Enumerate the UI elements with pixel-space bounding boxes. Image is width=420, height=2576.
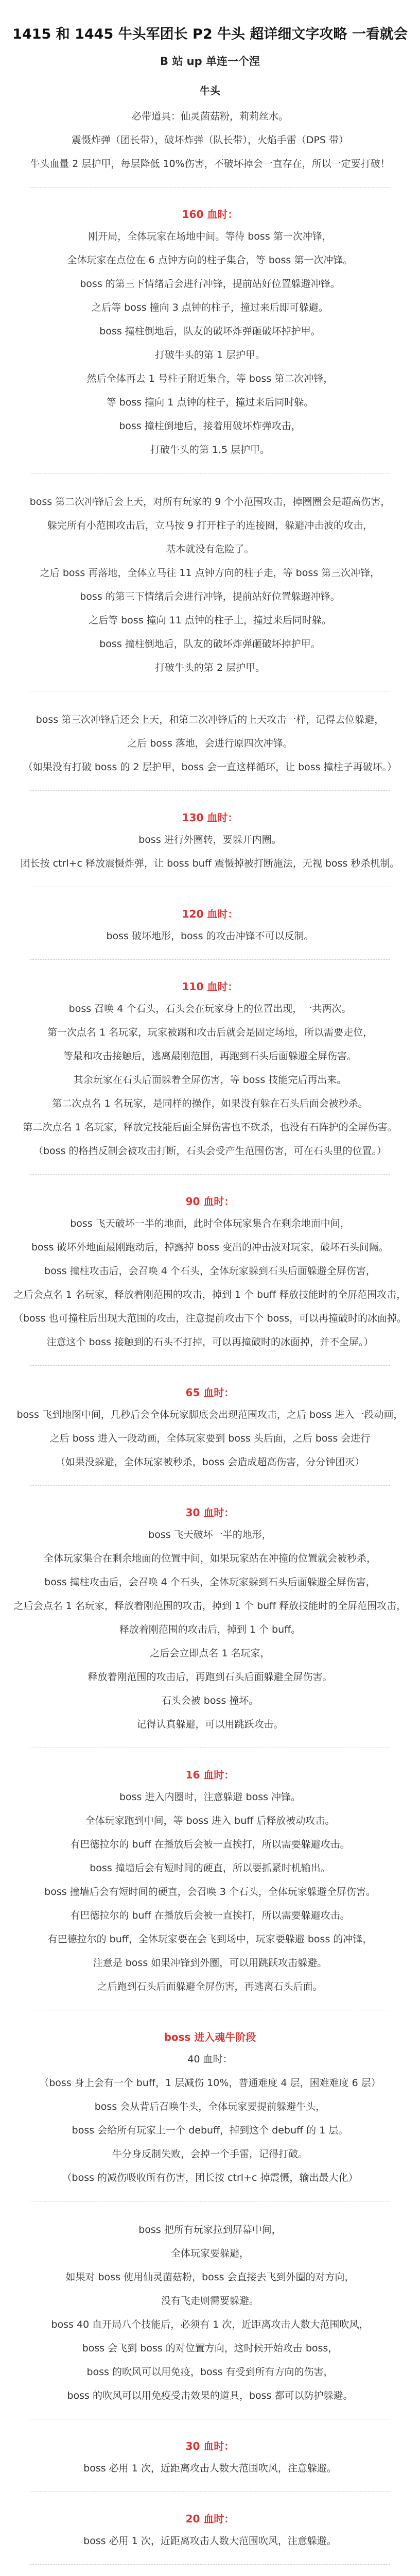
intro-line: 牛头血量 2 层护甲，每层降低 10%伤害，不破坏掉会一直存在，所以一定要打破！ xyxy=(30,158,390,170)
guide-section xyxy=(0,1382,420,1474)
guide-section xyxy=(0,2218,420,2408)
section-line: 刚开局，全体玩家在场地中间。等待 boss 第一次冲锋， xyxy=(88,231,332,242)
section-body xyxy=(0,225,420,462)
section-line: （boss 也可撞柱后出现大范围的攻击，注意提前攻击下个 boss，可以再撞破时的冰面掉。 xyxy=(13,1313,407,1324)
intro-block xyxy=(0,105,420,176)
guide-section xyxy=(0,976,420,1163)
section-line: 释放着刚范围的攻击后，掉到 1 个 buff。 xyxy=(119,1624,301,1635)
section-line: 之后会立即点名 1 名玩家， xyxy=(150,1648,270,1659)
section-line: boss 撞墙后会有短时间的硬直，所以要抓紧时机输出。 xyxy=(90,1862,330,1874)
section-line: boss 必用 1 次，近距离攻击人数大范围吹风，注意躲避。 xyxy=(83,2463,337,2474)
section-body xyxy=(0,708,420,779)
section-line: 基本就没有危险了。 xyxy=(166,544,254,555)
section-line: 打破牛头的第 1 层护甲。 xyxy=(154,349,266,361)
section-line: （boss 身上会有一个 buff，1 层减伤 10%，普通难度 4 层，困难难度 6 层） xyxy=(39,2077,381,2089)
divider xyxy=(30,187,390,188)
guide-section xyxy=(0,204,420,462)
section-line: boss 把所有玩家拉到屏幕中间， xyxy=(138,2224,282,2235)
section-line: 之后 boss 再落地，全体立马往 11 点钟方向的柱子走，等 boss 第三次冲锋， xyxy=(40,567,380,579)
section-body xyxy=(0,924,420,948)
section-heading: 130 血时： xyxy=(182,811,238,824)
section-line: 之后等 boss 撞向 3 点钟的柱子，撞过来后即可躲避。 xyxy=(92,302,328,313)
author-credit: B 站 up 单连一个涅 xyxy=(160,55,260,67)
section-body xyxy=(0,997,420,1163)
section-line: 团长按 ctrl+c 释放震慑炸弹，让 boss buff 震慑掉被打断施法，无视 boss 秒杀机制。 xyxy=(20,858,400,869)
section-body xyxy=(0,1212,420,1354)
section-line: 石头会被 boss 撞坏。 xyxy=(161,1695,259,1706)
section-line: 躲完所有小范围攻击后，立马按 9 打开柱子的连接圈，躲避冲击波的攻击， xyxy=(47,520,373,531)
section-line: 有巴德拉尔的 buff，全体玩家要在会飞到场中，玩家要躲避 boss 的冲锋， xyxy=(47,1934,373,1945)
guide-section xyxy=(0,807,420,875)
section-line: boss 破坏外地面最刚跑动后，掉露掉 boss 变出的冲击波对玩家，破坏石头间隔。 xyxy=(31,1242,389,1253)
section-line: 牛分身反制失败，会掉一个手雷，记得打破。 xyxy=(112,2148,308,2160)
section-heading: 65 血时： xyxy=(185,1386,235,1399)
divider xyxy=(30,1174,390,1175)
section-line: boss 的吹风可以用免疫受击效果的道具，boss 都可以防护躲避。 xyxy=(67,2390,353,2401)
guide-section xyxy=(0,2027,420,2190)
section-line: 如果对 boss 使用仙灵菌菇粉，boss 会直接去飞到外圈的对方向， xyxy=(65,2272,355,2283)
guide-title: 1415 和 1445 牛头军团长 P2 牛头 超详细文字攻略 一看就会 xyxy=(12,26,408,42)
section-line: 第二次点名 1 名玩家，释放完技能后面全屏伤害也不砍杀，也没有石阵护的全屏伤害。 xyxy=(23,1122,397,1133)
section-line: boss 撞柱倒地后，队友的破坏炸弹砸破坏掉护甲。 xyxy=(99,638,321,650)
header xyxy=(0,0,420,97)
section-heading: 16 血时： xyxy=(185,1769,235,1781)
section-body xyxy=(0,828,420,875)
section-line: boss 撞柱倒地后，接着用破坏炸弹攻击， xyxy=(119,420,301,432)
guide-section xyxy=(0,1765,420,1998)
section-heading: 30 血时： xyxy=(185,2440,235,2452)
guide-section xyxy=(0,904,420,948)
section-line: 打破牛头的第 1.5 层护甲。 xyxy=(150,444,270,455)
section-line: 第一次点名 1 名玩家，玩家被踢和攻击后就会是固定场地，所以需要走位， xyxy=(47,1027,373,1038)
section-heading: boss 进入魂牛阶段 xyxy=(164,2031,256,2043)
section-line: 有巴德拉尔的 buff 在播放后会被一直挨打，所以需要躲避攻击。 xyxy=(70,1839,350,1850)
section-line: 全体玩家跑到中间，等 boss 进入 buff 后释放被动攻击。 xyxy=(85,1815,335,1826)
section-line: boss 的第三下情绪后会进行冲锋，提前站好位置躲避冲锋。 xyxy=(80,278,340,290)
section-body xyxy=(0,2047,420,2190)
section-heading: 110 血时： xyxy=(182,980,238,993)
boss-name: 牛头 xyxy=(200,84,220,97)
section-body xyxy=(0,490,420,680)
section-line: 打破牛头的第 2 层护甲。 xyxy=(154,662,266,673)
section-line: boss 第二次冲锋后会上天，对所有玩家的 9 个小范围攻击，掉圈圈会是超高伤害， xyxy=(29,496,391,507)
section-line: 之后会点名 1 名玩家，释放着刚范围的攻击，掉到 1 个 buff 释放技能时的全屏范围攻击， xyxy=(13,1289,407,1300)
section-line: boss 召唤 4 个石头，石头会在玩家身上的位置出现，一共两次。 xyxy=(68,1003,352,1014)
divider xyxy=(30,790,390,791)
section-line: 之后 boss 进入一段动画，全体玩家要到 boss 头后面，之后 boss 会进行 xyxy=(49,1433,371,1444)
section-line: boss 第三次冲锋后还会上天，和第二次冲锋后的上天攻击一样，记得去位躲避， xyxy=(36,714,384,725)
section-line: 释放着刚范围的攻击后，再跑到石头后面躲避全屏伤害。 xyxy=(87,1671,332,1683)
section-line: 没有飞走则需要躲避。 xyxy=(161,2295,259,2307)
section-line: 全体玩家在点位在 6 点钟方向的柱子集合，等 boss 第一次冲锋。 xyxy=(67,255,353,266)
section-heading: 90 血时： xyxy=(185,1195,235,1208)
section-line: 之后跑到石头后面躲避全屏伤害，再逃离石头后面。 xyxy=(97,1981,323,1992)
section-line: boss 会飞到 boss 的对位置方向，这时候开始攻击 boss， xyxy=(82,2343,338,2354)
intro-line: 必带道具：仙灵菌菇粉，莉莉丝水。 xyxy=(131,111,288,122)
section-line: 然后全体再去 1 号柱子附近集合，等 boss 第二次冲锋， xyxy=(86,373,334,384)
section-line: boss 撞柱倒地后，队友的破坏炸弹砸破坏掉护甲。 xyxy=(99,326,321,337)
divider xyxy=(30,2564,390,2565)
section-line: （boss 的格挡反制会被攻击打断，石头会受产生范围伤害，可在石头里的位置。） xyxy=(33,1145,387,1157)
section-body xyxy=(0,2456,420,2480)
section-line: boss 的吹风可以用免疫，boss 有受到所有方向的伤害， xyxy=(86,2366,334,2378)
section-heading: 120 血时： xyxy=(182,908,238,920)
section-line: 记得认真躲避，可以用跳跃攻击。 xyxy=(136,1719,284,1730)
guide-sections xyxy=(0,204,420,2576)
section-body xyxy=(0,1523,420,1736)
section-line: boss 进入内圈时，注意躲避 boss 冲锋。 xyxy=(119,1791,301,1803)
section-line: boss 会给所有玩家上一个 debuff，掉到这个 debuff 的 1 层。 xyxy=(72,2125,348,2136)
section-body xyxy=(0,2218,420,2408)
section-line: 等最和攻击接触后，逃离最刚范围，再跑到石头后面躲避全屏伤害。 xyxy=(63,1050,357,1062)
section-line: 注意这个 boss 接触到的石头不打掉，可以再撞破时的冰面掉，并不全屏。） xyxy=(46,1336,374,1348)
section-line: （如果没躲避，全体玩家被秒杀，boss 会造成超高伤害，分分钟团灭） xyxy=(55,1456,365,1468)
section-line: 等 boss 撞向 1 点钟的柱子，撞过来后同时躲。 xyxy=(106,397,314,408)
section-line: （如果没有打破 boss 的 2 层护甲，boss 会一直这样循环，让 boss 撞柱子再破坏。） xyxy=(23,761,397,773)
section-line: boss 飞天破坏一半的地形， xyxy=(148,1529,272,1540)
section-heading: 160 血时： xyxy=(182,208,238,221)
section-line: 全体玩家集合在剩余地面的位置中间，如果玩家站在冲撞的位置就会被秒杀， xyxy=(43,1553,376,1564)
section-line: boss 进行外圈转，要躲开内圈。 xyxy=(138,834,282,845)
section-body xyxy=(0,2529,420,2553)
section-line: boss 会从背后召唤牛头，全体玩家要提前躲避牛头， xyxy=(94,2101,326,2112)
section-line: boss 撞柱攻击后，会召唤 4 个石头，全体玩家躲到石头后面躲避全屏伤害， xyxy=(44,1265,376,1277)
divider xyxy=(30,1485,390,1486)
section-body xyxy=(0,1403,420,1474)
section-line: 之后等 boss 撞向 11 点钟的柱子上，撞过来后同时躲。 xyxy=(89,615,331,626)
divider xyxy=(30,1365,390,1366)
guide-section xyxy=(0,1502,420,1736)
intro-line: 震慑炸弹（团长带），破坏炸弹（队长带），火焰手雷（DPS 带） xyxy=(71,134,349,146)
section-line: 之后会点名 1 名玩家，释放着刚范围的攻击，掉到 1 个 buff 释放技能时的全屏范围攻击， xyxy=(13,1600,407,1612)
guide-section xyxy=(0,708,420,779)
section-heading: 30 血时： xyxy=(185,1506,235,1519)
section-line: boss 40 血开局八个技能后，必须有 1 次，近距离攻击人数大范围吹风， xyxy=(51,2319,369,2330)
section-line: 40 血时： xyxy=(187,2054,233,2065)
section-line: 其余玩家在石头后面躲着全屏伤害，等 boss 技能完后再出来。 xyxy=(73,1074,347,1086)
section-line: boss 撞墙后会有短时间的硬直，会召唤 3 个石头，全体玩家躲避全屏伤害。 xyxy=(44,1886,376,1897)
section-line: boss 的第三下情绪后会进行冲锋，提前站好位置躲避冲锋。 xyxy=(80,591,340,602)
guide-section xyxy=(0,2509,420,2553)
guide-section xyxy=(0,1191,420,1354)
guide-section xyxy=(0,490,420,680)
section-line: 第二次点名 1 名玩家，是同样的操作，如果没有躲在石头后面会被秒杀。 xyxy=(52,1098,368,1109)
section-heading: 20 血时： xyxy=(185,2513,235,2525)
section-body xyxy=(0,1785,420,1998)
section-line: boss 破坏地形，boss 的攻击冲锋不可以反制。 xyxy=(106,930,314,942)
section-line: （boss 的减伤吸收所有伤害，团长按 ctrl+c 掉震慑，输出最大化） xyxy=(62,2172,358,2183)
section-line: boss 撞柱攻击后，会召唤 4 个石头，全体玩家躲到石头后面躲避全屏伤害， xyxy=(44,1577,376,1588)
divider xyxy=(30,959,390,960)
section-line: 全体玩家要躲避， xyxy=(170,2248,249,2259)
guide-section xyxy=(0,2436,420,2480)
section-line: boss 飞到地图中间，几秒后会全体玩家脚底会出现范围攻击，之后 boss 进入一段动画， xyxy=(16,1409,404,1420)
section-line: 之后 boss 落地，会进行原四次冲锋。 xyxy=(127,738,293,749)
section-line: boss 飞天破坏一半的地面，此时全体玩家集合在剩余地面中间， xyxy=(70,1218,350,1229)
section-line: 有巴德拉尔的 buff 在播放后会被一直挨打，所以需要躲避攻击。 xyxy=(70,1910,350,1921)
section-line: boss 必用 1 次，近距离攻击人数大范围吹风，注意躲避。 xyxy=(83,2535,337,2547)
section-line: 注意是 boss 如果冲锋到外圈，可以用跳跃攻击躲避。 xyxy=(93,1957,327,1969)
